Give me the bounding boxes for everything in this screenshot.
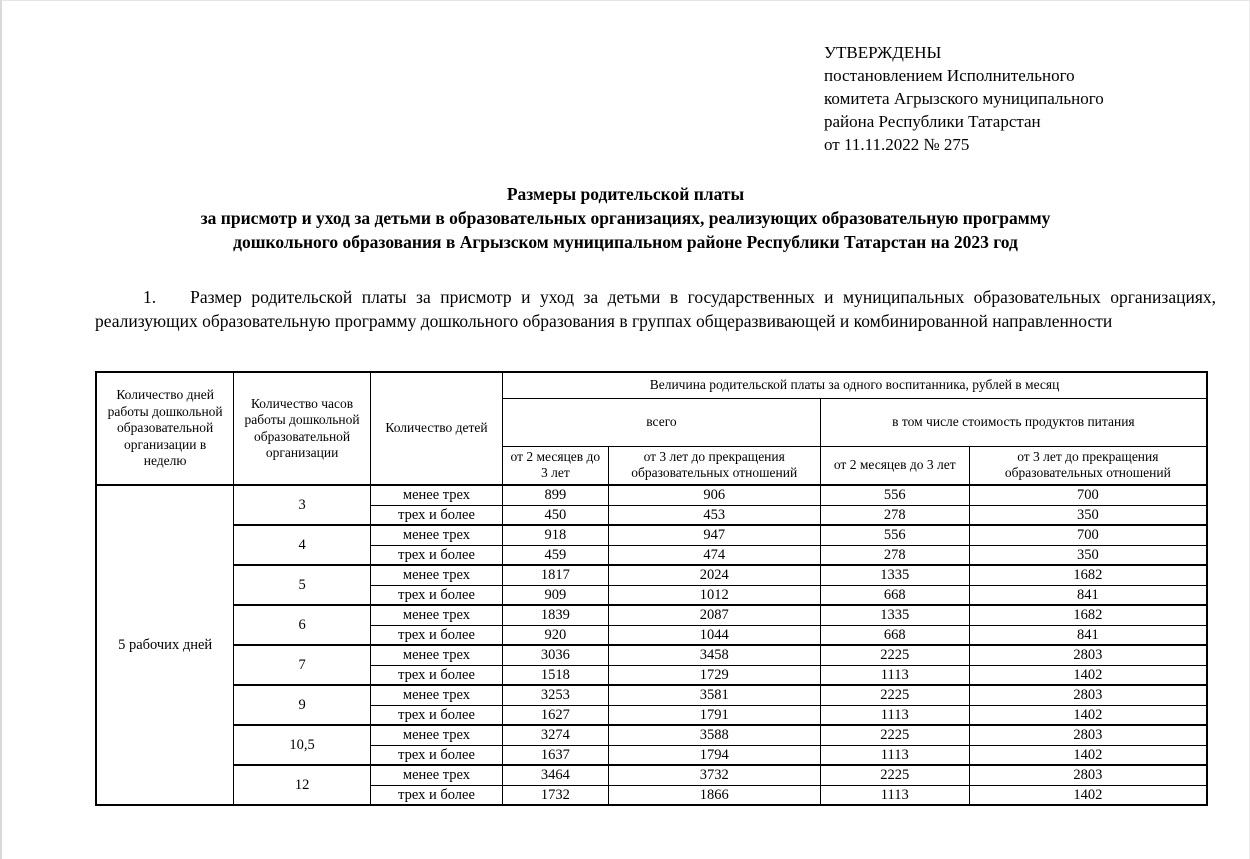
approval-line: от 11.11.2022 № 275: [824, 135, 970, 154]
cell-total-age2: 3732: [608, 765, 820, 785]
paragraph-1: [95, 286, 1216, 333]
cell-total-age1: 899: [503, 485, 609, 505]
cell-food-age1: 1335: [820, 565, 969, 585]
cell-food-age1: 556: [820, 485, 969, 505]
cell-total-age1: 1817: [503, 565, 609, 585]
approval-block: [824, 41, 1189, 156]
title-line: дошкольного образования в Агрызском муниципальном районе Республики Татарстан на 2023 год: [233, 232, 1018, 252]
cell-food-age2: 2803: [969, 645, 1207, 665]
rates-table-header: [96, 372, 1207, 485]
cell-total-age1: 1839: [503, 605, 609, 625]
cell-food-age2: 2803: [969, 725, 1207, 745]
cell-total-age1: 1627: [503, 705, 609, 725]
cell-children-count: менее трех: [370, 525, 502, 545]
cell-total-age2: 2087: [608, 605, 820, 625]
cell-food-age1: 668: [820, 625, 969, 645]
cell-total-age2: 474: [608, 545, 820, 565]
approval-line: района Республики Татарстан: [824, 112, 1041, 131]
cell-total-age1: 459: [503, 545, 609, 565]
table-row: [96, 645, 1207, 665]
cell-food-age2: 2803: [969, 685, 1207, 705]
table-row: [96, 485, 1207, 505]
cell-food-age1: 1113: [820, 705, 969, 725]
header-days: Количество дней работы дошкольной образовательной организации в неделю: [96, 372, 234, 485]
table-row: [96, 725, 1207, 745]
cell-food-age2: 700: [969, 485, 1207, 505]
cell-children-count: трех и более: [370, 665, 502, 685]
cell-hours-value: 10,5: [234, 725, 371, 765]
cell-food-age1: 1113: [820, 745, 969, 765]
rates-table-container: [95, 371, 1208, 806]
cell-total-age1: 3464: [503, 765, 609, 785]
cell-children-count: трех и более: [370, 625, 502, 645]
cell-food-age1: 2225: [820, 685, 969, 705]
cell-total-age1: 1637: [503, 745, 609, 765]
table-row: [96, 605, 1207, 625]
cell-food-age1: 2225: [820, 765, 969, 785]
cell-children-count: трех и более: [370, 505, 502, 525]
cell-food-age2: 841: [969, 625, 1207, 645]
header-food: в том числе стоимость продуктов питания: [820, 398, 1207, 446]
header-age-food-2: от 3 лет до прекращения образовательных отношений: [969, 446, 1207, 485]
cell-food-age1: 2225: [820, 725, 969, 745]
paragraph-number: 1.: [143, 287, 157, 307]
cell-food-age2: 841: [969, 585, 1207, 605]
cell-total-age2: 906: [608, 485, 820, 505]
cell-food-age1: 668: [820, 585, 969, 605]
cell-children-count: трех и более: [370, 585, 502, 605]
rates-table-body: [96, 485, 1207, 805]
cell-children-count: менее трех: [370, 765, 502, 785]
cell-food-age1: 1113: [820, 785, 969, 805]
cell-total-age2: 1794: [608, 745, 820, 765]
cell-children-count: менее трех: [370, 485, 502, 505]
document-title: [72, 182, 1179, 254]
cell-children-count: менее трех: [370, 725, 502, 745]
table-row: [96, 765, 1207, 785]
cell-total-age2: 1012: [608, 585, 820, 605]
cell-food-age2: 1682: [969, 605, 1207, 625]
cell-total-age2: 947: [608, 525, 820, 545]
cell-total-age1: 918: [503, 525, 609, 545]
cell-children-count: менее трех: [370, 685, 502, 705]
header-total: всего: [503, 398, 821, 446]
cell-total-age2: 1729: [608, 665, 820, 685]
cell-total-age1: 3036: [503, 645, 609, 665]
header-hours: Количество часов работы дошкольной образовательной организации: [234, 372, 371, 485]
cell-hours-value: 12: [234, 765, 371, 805]
cell-total-age2: 3588: [608, 725, 820, 745]
cell-food-age1: 2225: [820, 645, 969, 665]
cell-total-age2: 2024: [608, 565, 820, 585]
cell-total-age2: 1044: [608, 625, 820, 645]
cell-food-age2: 350: [969, 545, 1207, 565]
cell-hours-value: 4: [234, 525, 371, 565]
cell-children-count: трех и более: [370, 745, 502, 765]
table-row: [96, 685, 1207, 705]
cell-children-count: менее трех: [370, 605, 502, 625]
cell-food-age2: 1402: [969, 705, 1207, 725]
cell-total-age1: 450: [503, 505, 609, 525]
cell-total-age2: 3458: [608, 645, 820, 665]
header-value-group: Величина родительской платы за одного воспитанника, рублей в месяц: [503, 372, 1207, 398]
cell-food-age2: 1402: [969, 665, 1207, 685]
cell-total-age1: 920: [503, 625, 609, 645]
cell-food-age1: 556: [820, 525, 969, 545]
approval-line: УТВЕРЖДЕНЫ: [824, 43, 942, 62]
approval-line: комитета Агрызского муниципального: [824, 89, 1104, 108]
cell-hours-value: 7: [234, 645, 371, 685]
cell-hours-value: 3: [234, 485, 371, 525]
approval-line: постановлением Исполнительного: [824, 66, 1075, 85]
cell-food-age2: 700: [969, 525, 1207, 545]
table-row: [96, 525, 1207, 545]
cell-children-count: трех и более: [370, 705, 502, 725]
header-age-total-2: от 3 лет до прекращения образовательных отношений: [608, 446, 820, 485]
cell-food-age2: 1402: [969, 745, 1207, 765]
cell-hours-value: 5: [234, 565, 371, 605]
cell-food-age1: 278: [820, 505, 969, 525]
cell-food-age2: 1682: [969, 565, 1207, 585]
header-age-total-1: от 2 месяцев до 3 лет: [503, 446, 609, 485]
table-row: [96, 565, 1207, 585]
paragraph-text: Размер родительской платы за присмотр и уход за детьми в государственных и муниципальных образовательных организациях, реализующих образовательную программу дошкольного образования в группах общеразвивающей и комбинированной направленности: [95, 287, 1216, 331]
cell-food-age2: 1402: [969, 785, 1207, 805]
cell-food-age2: 350: [969, 505, 1207, 525]
cell-hours-value: 9: [234, 685, 371, 725]
cell-food-age2: 2803: [969, 765, 1207, 785]
cell-children-count: менее трех: [370, 565, 502, 585]
header-age-food-1: от 2 месяцев до 3 лет: [820, 446, 969, 485]
cell-days-label: 5 рабочих дней: [96, 485, 234, 805]
rates-table: [95, 371, 1208, 806]
cell-food-age1: 1335: [820, 605, 969, 625]
header-children: Количество детей: [370, 372, 502, 485]
cell-total-age1: 1518: [503, 665, 609, 685]
title-line: за присмотр и уход за детьми в образовательных организациях, реализующих образовательную программу: [200, 208, 1051, 228]
title-line: Размеры родительской платы: [506, 184, 745, 204]
cell-children-count: трех и более: [370, 545, 502, 565]
cell-total-age1: 3274: [503, 725, 609, 745]
cell-food-age1: 278: [820, 545, 969, 565]
cell-children-count: менее трех: [370, 645, 502, 665]
cell-total-age2: 1866: [608, 785, 820, 805]
cell-total-age2: 453: [608, 505, 820, 525]
cell-total-age1: 909: [503, 585, 609, 605]
cell-total-age1: 1732: [503, 785, 609, 805]
cell-total-age2: 3581: [608, 685, 820, 705]
cell-hours-value: 6: [234, 605, 371, 645]
cell-food-age1: 1113: [820, 665, 969, 685]
cell-children-count: трех и более: [370, 785, 502, 805]
cell-total-age2: 1791: [608, 705, 820, 725]
cell-total-age1: 3253: [503, 685, 609, 705]
